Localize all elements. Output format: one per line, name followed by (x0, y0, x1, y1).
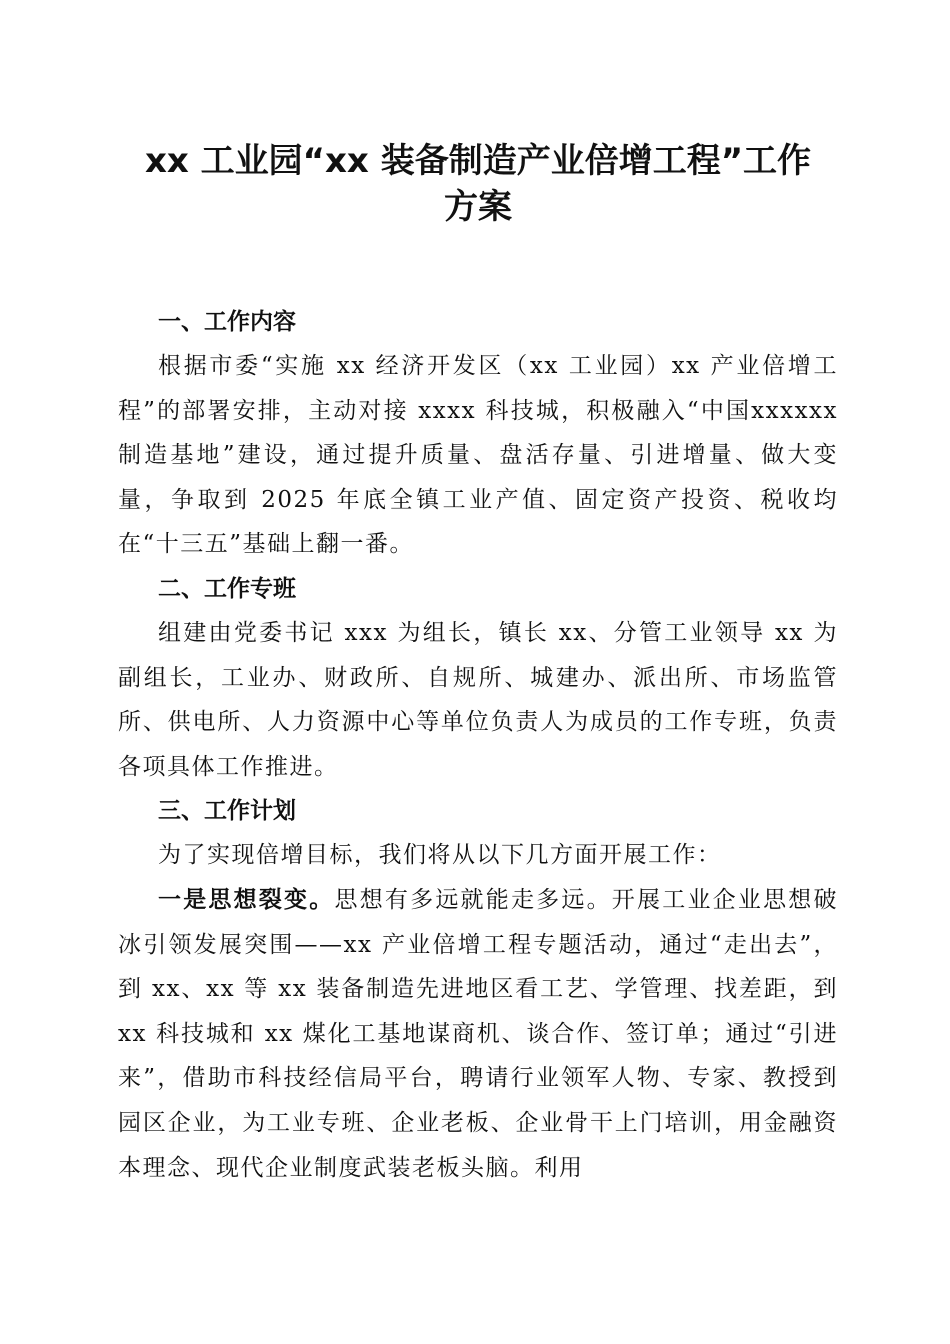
section-heading-content: 一、工作内容 (158, 309, 296, 335)
title-line-1: xx 工业园“xx 装备制造产业倍增工程”工作 (144, 141, 812, 181)
section-paragraph-team: 组建由党委书记 xxx 为组长，镇长 xx、分管工业领导 xx 为副组长，工业办、财政所、自规所、城建办、派出所、市场监管所、供电所、人力资源中心等单位负责人为成员的工作专班，负责各项具体工作推进。 (118, 619, 838, 780)
document-body (118, 300, 838, 1190)
section-paragraph-plan-item-1 (118, 878, 838, 1190)
document-page (118, 138, 838, 1190)
plan-item-1-text: 思想有多远就能走多远。开展工业企业思想破冰引领发展突围——xx 产业倍增工程专题活动，通过“走出去”，到 xx、xx 等 xx 装备制造先进地区看工艺、学管理、找差距，到 xx 科技城和 xx 煤化工基地谋商机、谈合作、签订单；通过“引进来”，借助市科技经信局平台，聘请行业领军人物、专家、教授到园区企业，为工业专班、企业老板、企业骨干上门培训，用金融资本理念、现代企业制度武装老板头脑。利用 (118, 886, 839, 1181)
section-heading-plan: 三、工作计划 (158, 798, 296, 825)
section-heading-team: 二、工作专班 (158, 575, 296, 602)
plan-item-1-lead: 一是思想裂变。 (158, 886, 335, 913)
document-title (118, 138, 838, 230)
section-paragraph-content: 根据市委“实施 xx 经济开发区（xx 工业园）xx 产业倍增工程”的部署安排，主动对接 xxxx 科技城，积极融入“中国xxxxxx 制造基地”建设，通过提升质量、盘活存量、引进增量、做大变量，争取到 2025 年底全镇工业产值、固定资产投资、税收均在“十三五”基础上翻一番。 (118, 353, 838, 558)
section-paragraph-plan-intro: 为了实现倍增目标，我们将从以下几方面开展工作： (158, 842, 722, 869)
title-line-2: 方案 (444, 187, 512, 227)
